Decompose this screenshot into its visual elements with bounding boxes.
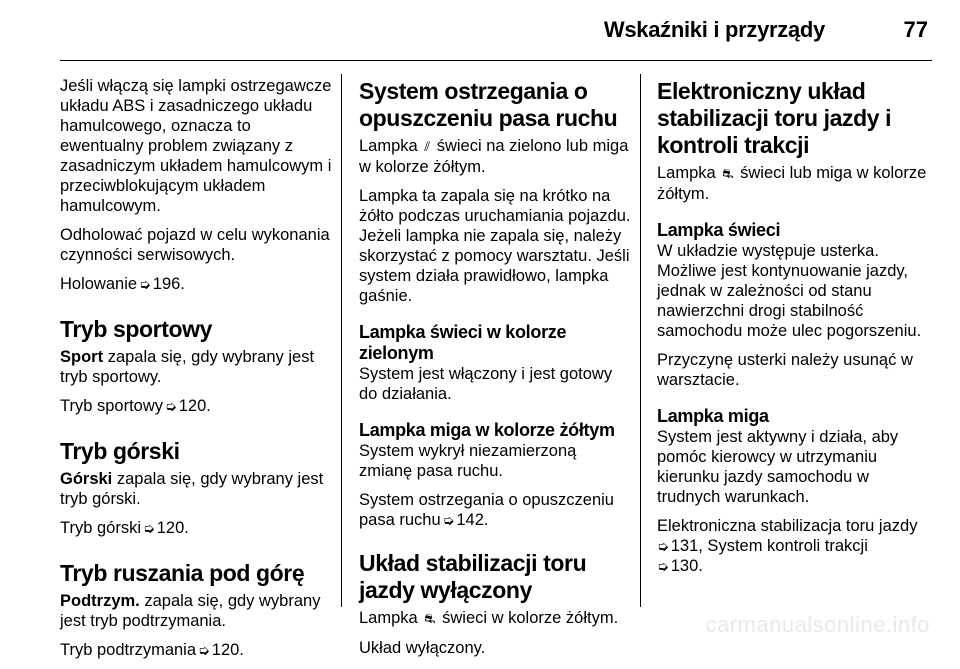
keyword-mountain: Górski <box>60 470 113 488</box>
column-2 <box>359 64 631 667</box>
paragraph-lane-startup: Lampka ta zapala się na krótko na żółto podczas uruchamiania pojazdu. Jeżeli lampka nie zapala się, należy skorzystać z pomocy warsztatu. Jeśli system działa prawidłowo, lampka gaśnie. <box>359 187 631 305</box>
text-lampka: Lampka <box>359 137 418 155</box>
heading-hill-start: Tryb ruszania pod górę <box>60 560 305 586</box>
heading-lamp-green: Lampka świeci w kolorze zielonym <box>359 322 567 363</box>
esp-off-icon: ⛐ <box>424 611 436 626</box>
paragraph-system-off: Układ wyłączony. <box>359 639 486 657</box>
text-lampka: Lampka <box>359 609 418 627</box>
heading-lamp-yellow-blink: Lampka miga w kolorze żółtym <box>359 420 615 440</box>
column-divider-2 <box>640 74 641 607</box>
reference-lane-departure <box>359 490 631 530</box>
heading-mountain-mode: Tryb górski <box>60 438 180 464</box>
heading-lamp-blink: Lampka miga <box>657 406 769 426</box>
reference-text: System ostrzegania o opuszczeniu pasa ruchu <box>359 491 614 529</box>
keyword-sport: Sport <box>60 348 104 366</box>
paragraph-esp-lamp <box>657 163 929 204</box>
heading-sport-mode: Tryb sportowy <box>60 316 212 342</box>
reference-arrow-icon: ➭ <box>198 642 210 658</box>
lane-departure-icon: ⫽ <box>424 139 431 154</box>
column-divider-1 <box>341 74 342 607</box>
paragraph-hill-start-text: zapala się, gdy wybrany jest tryb podtrzymania. <box>60 592 321 630</box>
reference-arrow-icon: ➭ <box>165 398 177 414</box>
paragraph-mountain <box>60 469 332 509</box>
paragraph-sport <box>60 347 332 387</box>
reference-text: Elektroniczna stabilizacja toru jazdy <box>657 517 918 535</box>
reference-sport <box>60 396 332 416</box>
reference-towing <box>60 274 332 294</box>
reference-mountain <box>60 518 332 538</box>
reference-page: 120. <box>156 519 189 537</box>
paragraph-lamp-yellow-blink: System wykrył niezamierzoną zmianę pasa ruchu. <box>359 442 577 480</box>
heading-stability-off: Układ stabilizacji toru jazdy wyłączony <box>359 550 587 603</box>
reference-text: Tryb górski <box>60 519 141 537</box>
header-title: Wskaźniki i przyrządy <box>603 17 825 42</box>
paragraph-stability-off-lamp <box>359 608 631 629</box>
reference-page: 120. <box>178 397 211 415</box>
reference-text: Tryb podtrzymania <box>60 641 197 659</box>
paragraph-lamp-blink: System jest aktywny i działa, aby pomóc kierowcy w utrzymaniu kierunku jazdy samochodu w trudnych warunkach. <box>657 428 899 506</box>
paragraph-mountain-text: zapala się, gdy wybrany jest tryb górski. <box>60 470 324 508</box>
paragraph-hill-start <box>60 591 332 631</box>
paragraph-tow: Odholować pojazd w celu wykonania czynności serwisowych. <box>60 226 330 264</box>
heading-lane-departure: System ostrzegania o opuszczeniu pasa ruchu <box>359 78 618 131</box>
paragraph-abs-warning: Jeśli włączą się lampki ostrzegawcze układu ABS i zasadniczego układu hamulcowego, oznacza to ewentualny problem związany z zasadniczym układem hamulcowym i przeciwblokującym układem hamulcowym. <box>60 77 332 215</box>
heading-esp: Elektroniczny układ stabilizacji toru jazdy i kontroli trakcji <box>657 78 892 158</box>
text-esp-lamp-desc: świeci lub miga w kolorze żółtym. <box>657 164 927 203</box>
column-3 <box>657 64 929 585</box>
text-stability-off-desc: świeci w kolorze żółtym. <box>442 609 619 627</box>
reference-text: Holowanie <box>60 275 138 293</box>
page-number: 77 <box>903 17 928 42</box>
reference-arrow-icon: ➭ <box>143 520 155 536</box>
paragraph-lamp-green: System jest włączony i jest gotowy do działania. <box>359 365 613 403</box>
paragraph-lane-lamp <box>359 136 631 177</box>
heading-lamp-on: Lampka świeci <box>657 220 781 240</box>
esp-icon: ⛐ <box>722 166 734 181</box>
reference-page: 131, System kontroli trakcji <box>670 537 868 555</box>
reference-arrow-icon: ➭ <box>657 558 669 574</box>
reference-page: 196. <box>152 275 185 293</box>
reference-page: 130. <box>670 557 703 575</box>
reference-text: Tryb sportowy <box>60 397 163 415</box>
column-1 <box>60 64 332 669</box>
keyword-hold: Podtrzym. <box>60 592 140 610</box>
reference-arrow-icon: ➭ <box>442 512 455 528</box>
paragraph-lamp-on: W układzie występuje usterka. Możliwe jest kontynuowanie jazdy, jednak w zależności od stanu nawierzchni drogi stabilność samochodu może ulec pogorszeniu. <box>657 242 922 340</box>
paragraph-sport-text: zapala się, gdy wybrany jest tryb sportowy. <box>60 348 315 386</box>
reference-page: 142. <box>456 511 489 529</box>
reference-arrow-icon: ➭ <box>139 276 151 292</box>
reference-hold <box>60 640 332 660</box>
header-divider <box>60 60 932 61</box>
reference-arrow-icon: ➭ <box>657 538 669 554</box>
paragraph-repair: Przyczynę usterki należy usunąć w warsztacie. <box>657 351 913 389</box>
watermark: carmanualsonline.info <box>705 612 930 637</box>
text-lampka: Lampka <box>657 164 716 182</box>
reference-page: 120. <box>211 641 244 659</box>
text-lane-lamp-desc: świeci na zielono lub miga w kolorze żółtym. <box>359 137 629 176</box>
reference-esp <box>657 516 929 576</box>
